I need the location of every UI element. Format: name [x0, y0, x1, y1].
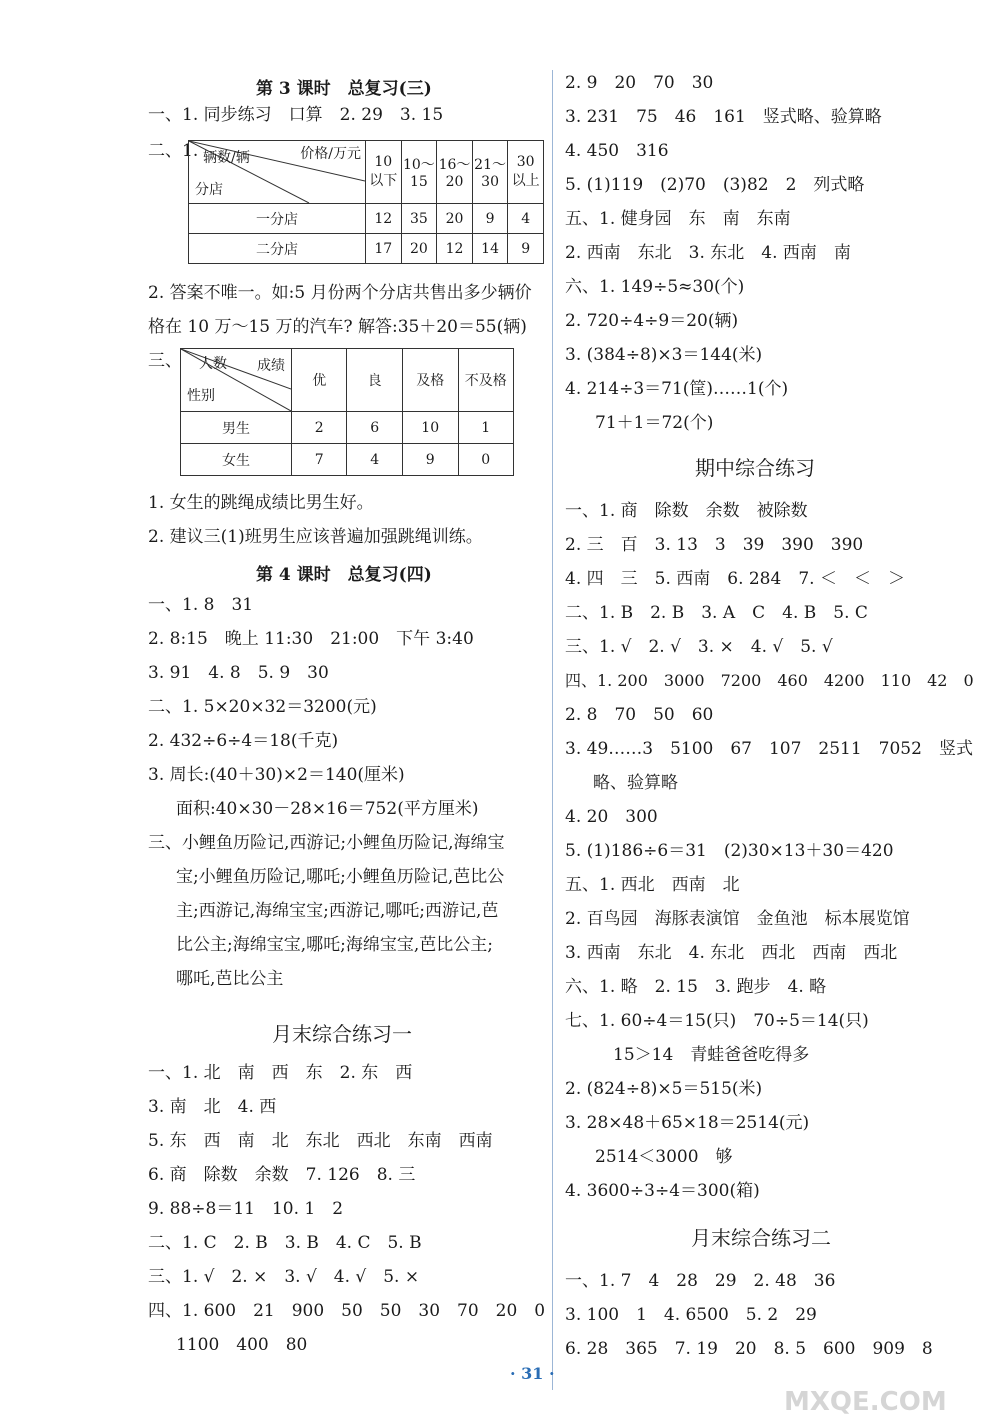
month-test-2-title: 月末综合练习二: [691, 1226, 831, 1250]
cell: 12: [366, 204, 402, 234]
col-header: 及格: [402, 349, 458, 412]
table-row: [181, 444, 514, 476]
svg-text:MXQE.COM: MXQE.COM: [784, 1387, 947, 1417]
month-test-1-title: 月末综合练习一: [272, 1022, 412, 1046]
answer-line: 6. 28 365 7. 19 20 8. 5 600 909 8: [565, 1339, 933, 1359]
answer-line: 六、1. 略 2. 15 3. 跑步 4. 略: [565, 977, 827, 997]
answer-line: 5. (1)119 (2)70 (3)82 2 列式略: [565, 175, 865, 195]
answer-line: 六、1. 149÷5≈30(个): [565, 277, 745, 297]
answer-line: 2. 百鸟园 海豚表演馆 金鱼池 标本展览馆: [565, 909, 910, 929]
row-header: 一分店: [189, 204, 366, 234]
cell: 14: [472, 234, 508, 264]
corner-label: 性别: [187, 388, 215, 404]
answer-line: 2. 432÷6÷4＝18(千克): [148, 731, 339, 751]
answer-line: 2. 西南 东北 3. 东北 4. 西南 南: [565, 243, 851, 263]
lesson4-title: 第 4 课时 总复习(四): [256, 565, 432, 585]
answer-line: 一、1. 商 除数 余数 被除数: [565, 501, 808, 521]
answer-line: 四、1. 600 21 900 50 50 30 70 20 0: [148, 1301, 546, 1321]
answer-line: 3. 49……3 5100 67 107 2511 7052 竖式: [565, 739, 973, 759]
col-header: 良: [347, 349, 402, 412]
corner-label: 辆数/辆: [203, 150, 250, 166]
answer-line: 2. 8:15 晚上 11:30 21:00 下午 3:40: [148, 629, 474, 649]
answer-line: 三、小鲤鱼历险记,西游记;小鲤鱼历险记,海绵宝: [148, 833, 505, 853]
answer-line: 面积:40×30－28×16＝752(平方厘米): [176, 799, 479, 819]
answer-line: 比公主;海绵宝宝,哪吒;海绵宝宝,芭比公主;: [176, 935, 493, 955]
column-divider: [552, 70, 553, 1390]
row-header: 二分店: [189, 234, 366, 264]
answer-line: 四、1. 200 3000 7200 460 4200 110 42 0: [565, 671, 974, 690]
sales-table: [188, 140, 544, 264]
answer-line: 略、验算略: [593, 773, 678, 793]
answer-line: 4. 3600÷3÷4＝300(箱): [565, 1181, 760, 1201]
answer-line: 2. 9 20 70 30: [565, 73, 714, 93]
lesson3-title: 第 3 课时 总复习(三): [256, 79, 432, 99]
corner-label: 成绩: [257, 358, 285, 374]
answer-line: 4. 四 三 5. 西南 6. 284 7. ＜ ＜ ＞: [565, 569, 905, 589]
answer-line: 15＞14 青蛙爸爸吃得多: [613, 1045, 810, 1065]
cell: 0: [458, 444, 514, 476]
answer-line: 一、1. 北 南 西 东 2. 东 西: [148, 1063, 413, 1083]
cell: 4: [508, 204, 544, 234]
table-row: [189, 234, 544, 264]
answer-line: 2514＜3000 够: [595, 1147, 733, 1167]
answer-line: 71＋1＝72(个): [595, 413, 714, 433]
cell: 9: [508, 234, 544, 264]
col-header: 10～ 15: [401, 141, 437, 204]
answer-line: 3. 南 北 4. 西: [148, 1097, 277, 1117]
cell: 6: [347, 412, 402, 444]
cell: 9: [472, 204, 508, 234]
cell: 9: [402, 444, 458, 476]
answer-line: 五、1. 西北 西南 北: [565, 875, 740, 895]
answer-line: 3. 周长:(40＋30)×2＝140(厘米): [148, 765, 405, 785]
answer-line: 主;西游记,海绵宝宝;西游记,哪吒;西游记,芭: [176, 901, 499, 921]
section-label: 二、1.: [148, 141, 199, 161]
cell: 7: [292, 444, 347, 476]
answer-line: 5. 东 西 南 北 东北 西北 东南 西南: [148, 1131, 493, 1151]
answer-line: 3. 231 75 46 161 竖式略、验算略: [565, 107, 882, 127]
answer-line: 4. 450 316: [565, 141, 669, 161]
answer-line: 三、1. √ 2. √ 3. × 4. √ 5. √: [565, 637, 833, 657]
answer-line: 4. 214÷3＝71(筐)……1(个): [565, 379, 789, 399]
answer-line: 2. 建议三(1)班男生应该普遍加强跳绳训练。: [148, 527, 483, 547]
col-header: 不及格: [458, 349, 514, 412]
page-number-text: 31: [521, 1364, 544, 1383]
answer-line: 3. 100 1 4. 6500 5. 2 29: [565, 1305, 817, 1325]
answer-line: 3. 西南 东北 4. 东北 西北 西南 西北: [565, 943, 898, 963]
cell: 12: [437, 234, 473, 264]
cell: 35: [401, 204, 437, 234]
answer-line: 3. 91 4. 8 5. 9 30: [148, 663, 329, 683]
answer-line: 2. (824÷8)×5＝515(米): [565, 1079, 763, 1099]
answer-line: 6. 商 除数 余数 7. 126 8. 三: [148, 1165, 416, 1185]
answer-line: 1. 女生的跳绳成绩比男生好。: [148, 493, 374, 513]
answer-line: 宝;小鲤鱼历险记,哪吒;小鲤鱼历险记,芭比公: [176, 867, 505, 887]
answer-line: 4. 20 300: [565, 807, 658, 827]
answer-text: 格在 10 万～15 万的汽车? 解答:35＋20＝55(辆): [148, 317, 527, 337]
col-header: 优: [292, 349, 347, 412]
answer-line: 2. 答案不唯一。如:5 月份两个分店共售出多少辆价: [148, 283, 532, 303]
answer-line: 2. 8 70 50 60: [565, 705, 714, 725]
answer-line: 2. 720÷4÷9＝20(辆): [565, 311, 739, 331]
corner-label: 价格/万元: [300, 146, 361, 162]
col-header: 21～ 30: [472, 141, 508, 204]
answer-line: 2. 三 百 3. 13 3 39 390 390: [565, 535, 864, 555]
answer-line: 3. (384÷8)×3＝144(米): [565, 345, 763, 365]
cell: 1: [458, 412, 514, 444]
cell: 17: [366, 234, 402, 264]
table-corner-cell: [189, 141, 366, 204]
answer-line: [148, 316, 527, 338]
cell: 4: [347, 444, 402, 476]
answer-line: 三、1. √ 2. × 3. √ 4. √ 5. ×: [148, 1267, 420, 1287]
corner-label: 分店: [195, 182, 223, 198]
col-header: 10 以下: [366, 141, 402, 204]
corner-label: 人数: [199, 356, 227, 372]
cell: 2: [292, 412, 347, 444]
answer-line: 二、1. C 2. B 3. B 4. C 5. B: [148, 1233, 422, 1253]
answer-line: 一、1. 同步练习 口算 2. 29 3. 15: [148, 105, 444, 125]
page-number: · 31 ·: [510, 1364, 555, 1383]
answer-line: 五、1. 健身园 东 南 东南: [565, 209, 791, 229]
answer-line: 一、1. 8 31: [148, 595, 254, 615]
table-row: [189, 204, 544, 234]
answer-line: 9. 88÷8＝11 10. 1 2: [148, 1199, 344, 1219]
col-header: 30 以上: [508, 141, 544, 204]
cell: 20: [437, 204, 473, 234]
answer-line: 一、1. 7 4 28 29 2. 48 36: [565, 1271, 836, 1291]
watermark-logo: [780, 1370, 970, 1420]
cell: 20: [401, 234, 437, 264]
answer-line: 七、1. 60÷4＝15(只) 70÷5＝14(只): [565, 1011, 869, 1031]
table-row: [181, 412, 514, 444]
col-header: 16～ 20: [437, 141, 473, 204]
score-table: [180, 348, 514, 476]
answer-line: 哪吒,芭比公主: [176, 969, 284, 989]
table-corner-cell: [181, 349, 292, 412]
section-label: 三、: [148, 351, 182, 371]
row-header: 女生: [181, 444, 292, 476]
answer-line: 3. 28×48＋65×18＝2514(元): [565, 1113, 810, 1133]
midterm-title: 期中综合练习: [695, 456, 815, 480]
answer-line: 二、1. 5×20×32＝3200(元): [148, 697, 377, 717]
answer-line: 1100 400 80: [176, 1335, 308, 1355]
cell: 10: [402, 412, 458, 444]
row-header: 男生: [181, 412, 292, 444]
answer-line: 5. (1)186÷6＝31 (2)30×13＋30＝420: [565, 841, 894, 861]
answer-line: 二、1. B 2. B 3. A C 4. B 5. C: [565, 603, 868, 623]
